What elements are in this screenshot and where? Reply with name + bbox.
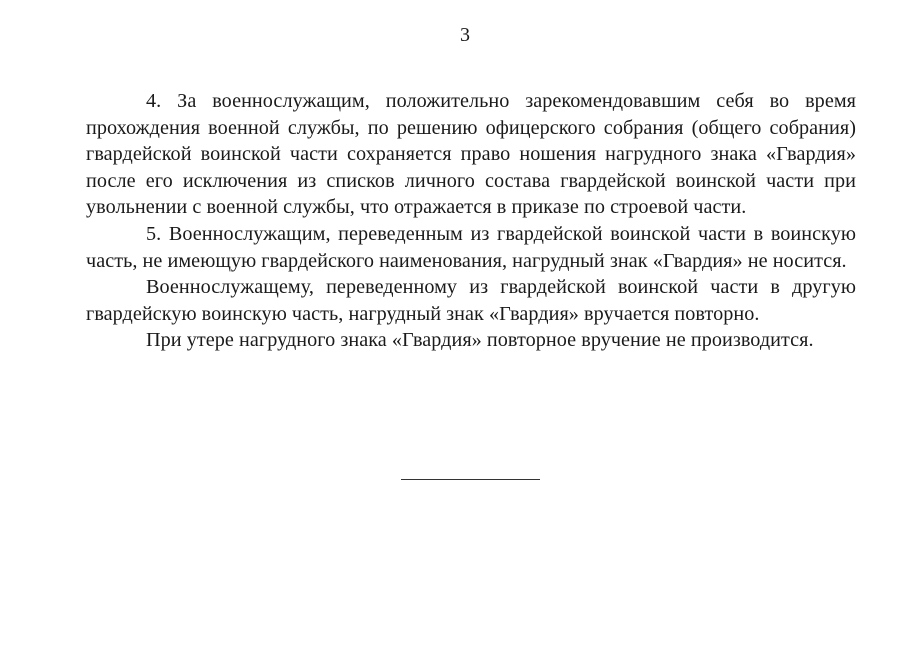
paragraph-loss: При утере нагрудного знака «Гвардия» повторное вручение не производится. bbox=[146, 329, 814, 352]
paragraph-item-5: 5. Военнослужащим, переведенным из гвардейской воинской части в воинскую часть, не имеющую гвардейского наименования, нагрудный знак «Гвардия» не носится. bbox=[86, 222, 856, 272]
page-number: 3 bbox=[460, 24, 470, 46]
paragraph-item-4: 4. За военнослужащим, положительно зарекомендовавшим себя во время прохождения военной службы, по решению офицерского собрания (общего собрания) гвардейской воинской части сохраняется право ношения нагрудного знака «Гвардия» после его исключения из списков личного состава гвардейской воинской части при увольнении с военной службы, что отражается в приказе по строевой части. bbox=[86, 90, 856, 219]
document-body bbox=[86, 88, 856, 354]
paragraph-transfer-guard: Военнослужащему, переведенному из гвардейской воинской части в другую гвардейскую воинскую часть, нагрудный знак «Гвардия» вручается повторно. bbox=[86, 276, 856, 325]
end-separator-line bbox=[401, 479, 540, 480]
